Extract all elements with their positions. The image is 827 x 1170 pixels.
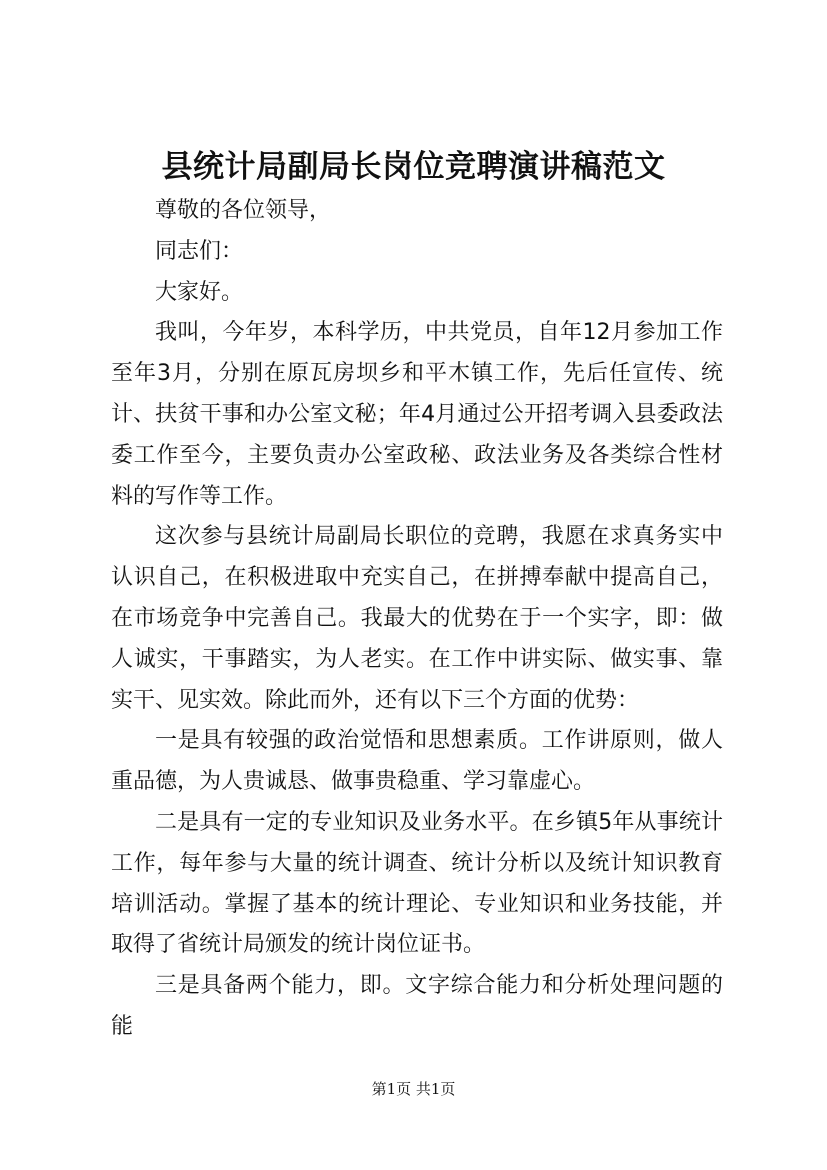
salutation-paragraph: 同志们： xyxy=(155,238,244,264)
body-paragraph: 二是具有一定的专业知识及业务水平。在乡镇5年从事统计工作，每年参与大量的统计调查、统计分析以及统计知识教育培训活动。掌握了基本的统计理论、专业知识和业务技能，并取得了省统计局颁发的统计岗位证书。 xyxy=(111,809,723,958)
body-paragraph: 一是具有较强的政治觉悟和思想素质。工作讲原则，做人重品德，为人贵诚恳、做事贵稳重、学习靠虚心。 xyxy=(111,728,723,795)
page-title: 县统计局副局长岗位竞聘演讲稿范文 xyxy=(161,149,666,185)
salutation-paragraph: 尊敬的各位领导， xyxy=(155,198,332,223)
body-paragraph: 我叫，今年岁，本科学历，中共党员，自年12月参加工作至年3月，分别在原瓦房坝乡和平木镇工作，先后任宣传、统计、扶贫干事和办公室文秘；年4月通过公开招考调入县委政法委工作至今，主要负责办公室政秘、政法业务及各类综合性材料的写作等工作。 xyxy=(111,320,723,509)
page-footer: 第1页 共1页 xyxy=(371,1080,456,1098)
body-paragraph: 这次参与县统计局副局长职位的竞聘，我愿在求真务实中认识自己，在积极进取中充实自己，在拼搏奉献中提高自己，在市场竞争中完善自己。我最大的优势在于一个实字，即：做人诚实，干事踏实，为人老实。在工作中讲实际、做实事、靠实干、见实效。除此而外，还有以下三个方面的优势： xyxy=(111,524,723,713)
body-paragraph: 三是具备两个能力，即。文字综合能力和分析处理问题的能 xyxy=(111,973,723,1039)
greeting-paragraph: 大家好。 xyxy=(155,279,244,305)
document-body xyxy=(111,191,723,1048)
